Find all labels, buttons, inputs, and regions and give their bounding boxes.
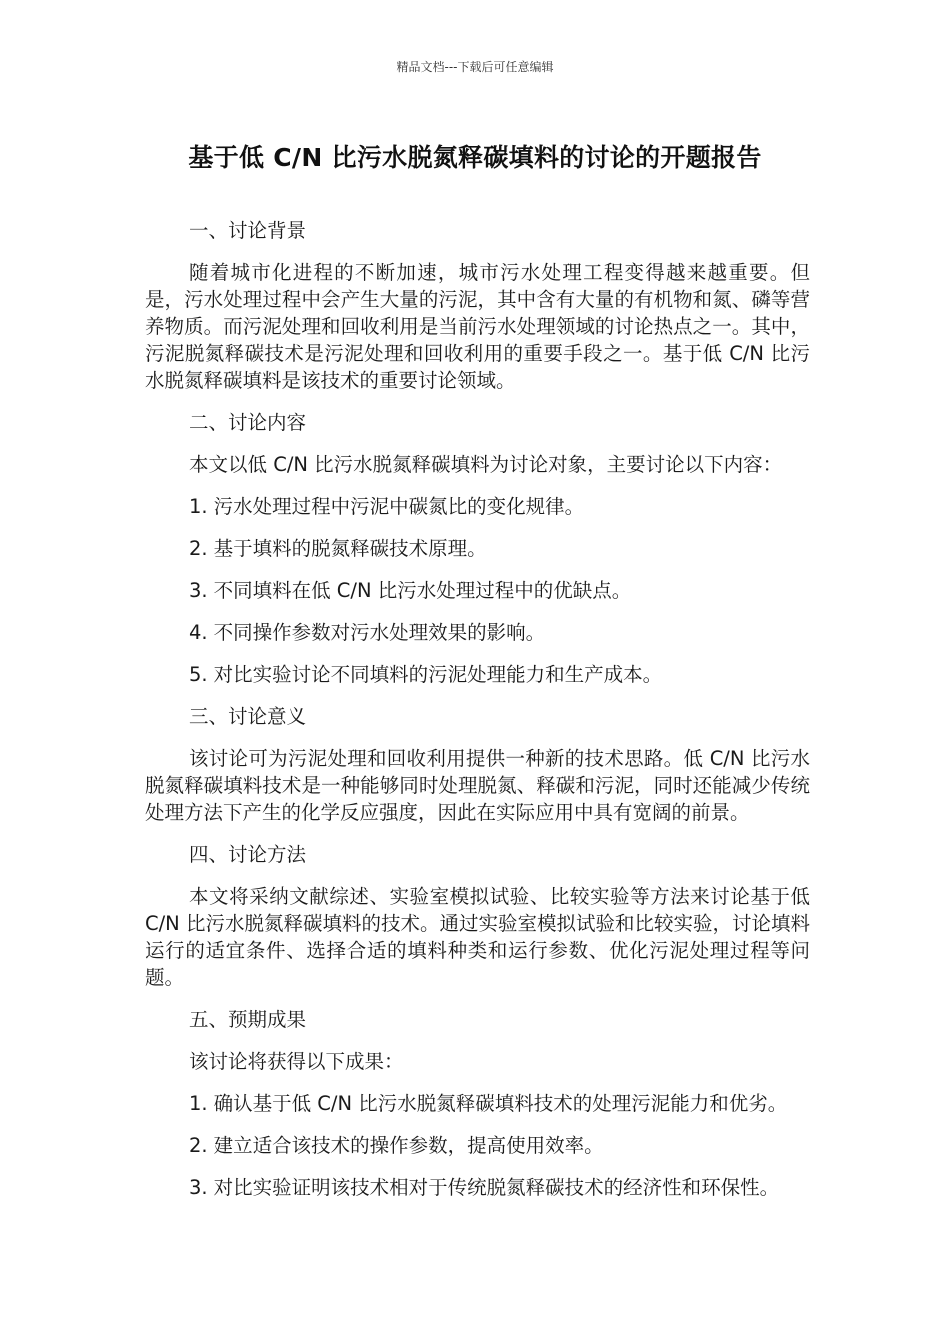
list-item-number: 1. (189, 1092, 208, 1115)
list-item (145, 577, 810, 604)
document-title: 基于低 C/N 比污水脱氮释碳填料的讨论的开题报告 (188, 143, 762, 172)
document-body (145, 217, 810, 1216)
list-item-number: 4. (189, 621, 208, 644)
list-item-number: 3. (189, 579, 208, 602)
page-header: 精品文档---下载后可任意编辑 (396, 60, 554, 74)
list-item-number: 2. (189, 1134, 208, 1157)
list-item (145, 619, 810, 646)
list-item-text: 污水处理过程中污泥中碳氮比的变化规律。 (213, 495, 585, 518)
section-heading-content: 二、讨论内容 (189, 411, 307, 434)
results-intro: 该讨论将获得以下成果： (189, 1050, 404, 1073)
content-intro: 本文以低 C/N 比污水脱氮释碳填料为讨论对象，主要讨论以下内容： (189, 453, 783, 476)
list-item (145, 1132, 810, 1159)
list-item-number: 5. (189, 663, 208, 686)
list-item-text: 基于填料的脱氮释碳技术原理。 (213, 537, 487, 560)
list-item-text: 不同填料在低 C/N 比污水处理过程中的优缺点。 (213, 579, 632, 602)
list-item-text: 对比实验讨论不同填料的污泥处理能力和生产成本。 (213, 663, 663, 686)
list-item (145, 535, 810, 562)
background-paragraph: 随着城市化进程的不断加速，城市污水处理工程变得越来越重要。但是，污水处理过程中会产生大量的污泥，其中含有大量的有机物和氮、磷等营养物质。而污泥处理和回收利用是当前污水处理领域的讨论热点之一。其中，污泥脱氮释碳技术是污泥处理和回收利用的重要手段之一。基于低 C/N 比污水脱氮释碳填料是该技术的重要讨论领域。 (145, 261, 810, 392)
section-heading-results: 五、预期成果 (189, 1008, 307, 1031)
list-item-number: 3. (189, 1176, 208, 1199)
methods-paragraph: 本文将采纳文献综述、实验室模拟试验、比较实验等方法来讨论基于低 C/N 比污水脱氮释碳填料的技术。通过实验室模拟试验和比较实验，讨论填料运行的适宜条件、选择合适的填料种类和运行参数、优化污泥处理过程等问题。 (145, 885, 810, 989)
list-item (145, 1090, 810, 1117)
section-heading-significance: 三、讨论意义 (189, 705, 307, 728)
list-item (145, 661, 810, 688)
list-item-text: 对比实验证明该技术相对于传统脱氮释碳技术的经济性和环保性。 (213, 1176, 780, 1199)
list-item-text: 确认基于低 C/N 比污水脱氮释碳填料技术的处理污泥能力和优劣。 (213, 1092, 788, 1115)
list-item (145, 493, 810, 520)
section-heading-background: 一、讨论背景 (189, 219, 307, 242)
list-item-number: 2. (189, 537, 208, 560)
significance-paragraph: 该讨论可为污泥处理和回收利用提供一种新的技术思路。低 C/N 比污水脱氮释碳填料技术是一种能够同时处理脱氮、释碳和污泥，同时还能减少传统处理方法下产生的化学反应强度，因此在实际应用中具有宽阔的前景。 (145, 747, 810, 824)
results-list (145, 1090, 810, 1201)
list-item-text: 不同操作参数对污水处理效果的影响。 (213, 621, 546, 644)
list-item-number: 1. (189, 495, 208, 518)
list-item (145, 1174, 810, 1201)
content-list (145, 493, 810, 688)
list-item-text: 建立适合该技术的操作参数，提高使用效率。 (213, 1134, 604, 1157)
section-heading-methods: 四、讨论方法 (189, 843, 307, 866)
